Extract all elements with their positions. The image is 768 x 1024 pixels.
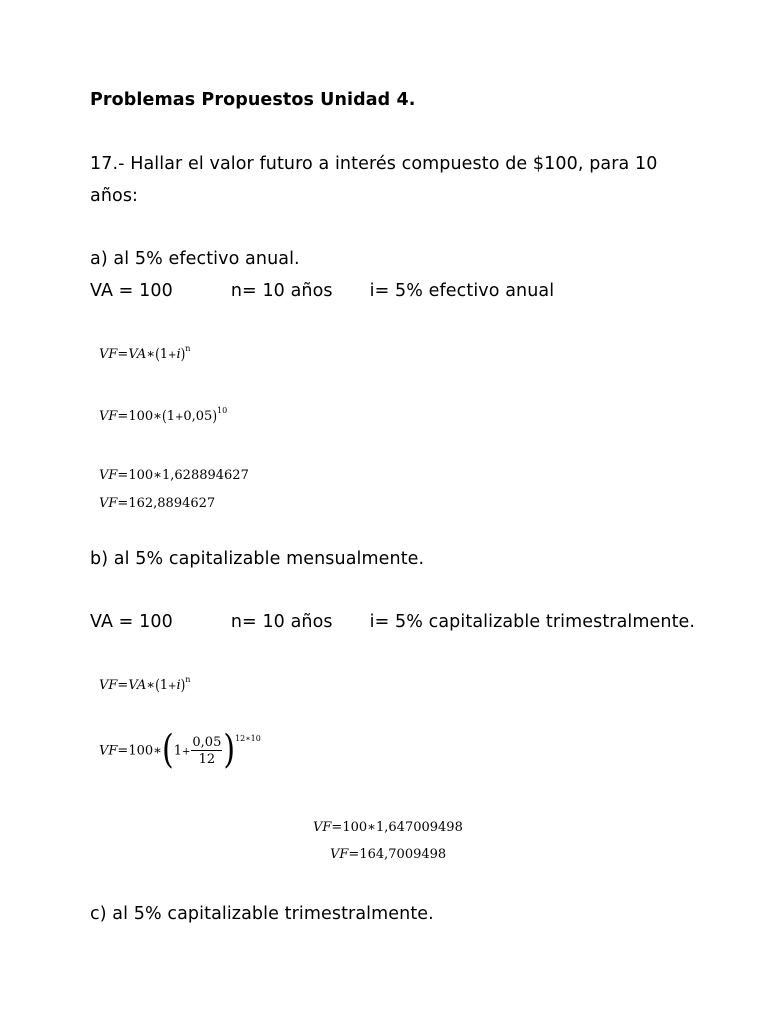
part-b-fraction: $\frac{0,05}{12}$ — [192, 735, 222, 767]
part-a-formula: $VF=VA∗(1+i)^n$ — [99, 344, 191, 363]
problem-statement-line-1: 17.- Hallar el valor futuro a interés compuesto de $100, para 10 — [90, 154, 658, 174]
part-b-product: VF=100∗1,647009498 — [313, 820, 463, 835]
problem-statement-line-2: años: — [90, 186, 139, 206]
part-b-heading: b) al 5% capitalizable mensualmente. — [90, 549, 425, 569]
part-a-heading: a) al 5% efectivo anual. — [90, 249, 300, 269]
part-a-product: VF=100∗1,628894627 — [99, 468, 249, 483]
part-b-givens — [90, 612, 695, 632]
part-b-formula: $VF=VA∗(1+i)^n$ — [99, 675, 191, 694]
document-title: Problemas Propuestos Unidad 4. — [90, 90, 416, 110]
part-a-result: VF=162,8894627 — [99, 496, 216, 511]
part-c-heading: c) al 5% capitalizable trimestralmente. — [90, 904, 434, 924]
part-a-i: i= 5% efectivo anual — [369, 281, 555, 301]
part-a-substitution: $VF=100∗(1+0,05)^{10}$ — [99, 406, 228, 425]
part-b-va: VA = 100 — [90, 612, 173, 632]
part-a-va: VA = 100 — [90, 281, 173, 301]
part-b-substitution: VF=100∗(1+ $\frac{0,05}{12}$ )$^{12∗10}$ — [99, 727, 261, 774]
part-a-n: n= 10 años — [230, 281, 333, 301]
part-b-n: n= 10 años — [230, 612, 333, 632]
part-b-result: VF=164,7009498 — [330, 847, 447, 862]
part-a-givens — [90, 281, 554, 301]
part-b-i: i= 5% capitalizable trimestralmente. — [369, 612, 696, 632]
